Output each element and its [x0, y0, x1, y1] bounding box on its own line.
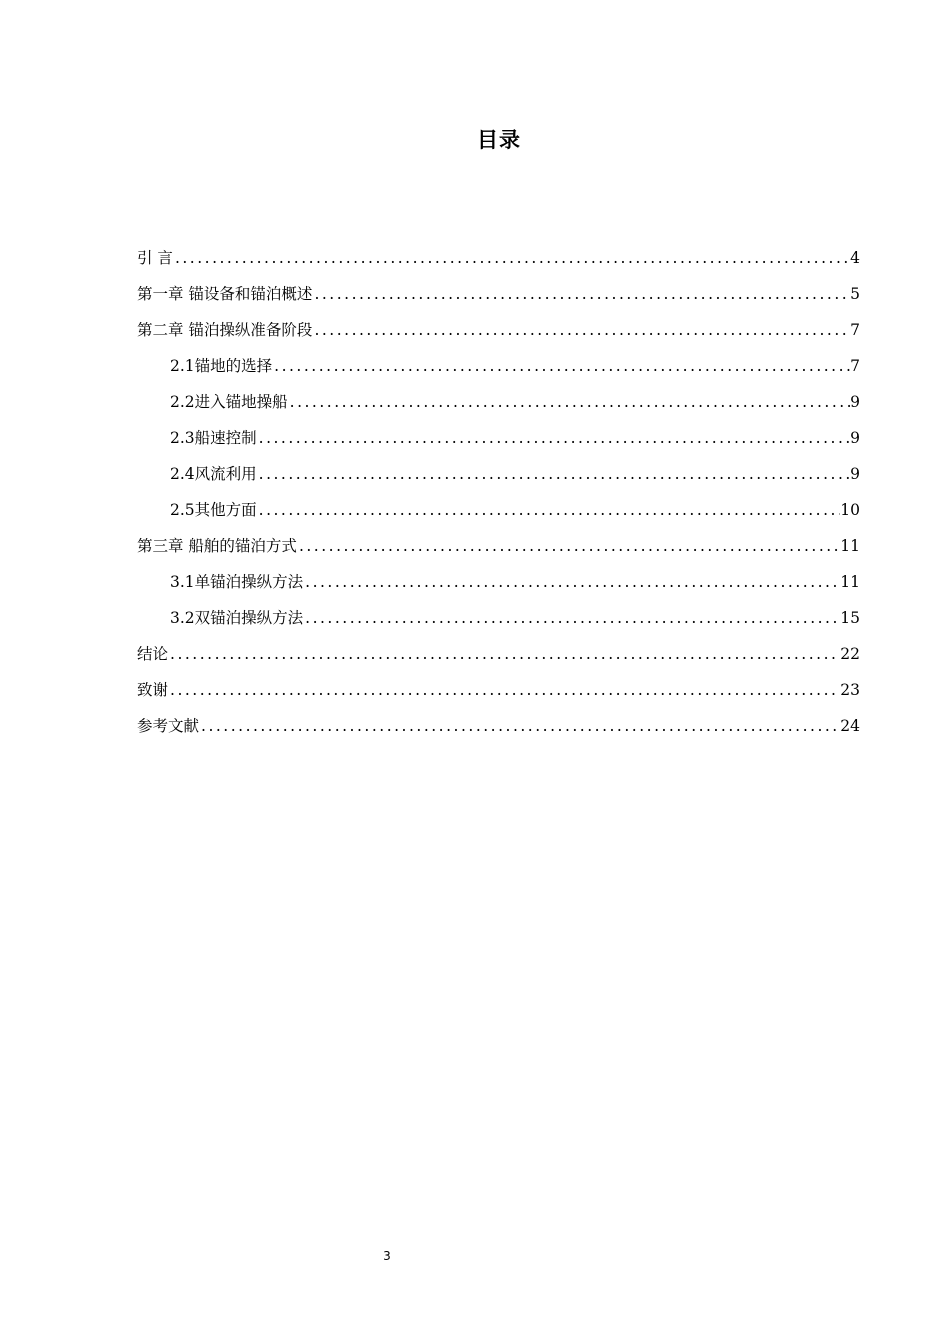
toc-entry-page: 9	[850, 429, 860, 447]
toc-entry-label: 2.3船速控制	[170, 429, 257, 447]
toc-entry[interactable]	[137, 642, 860, 678]
toc-entry-label: 参考文献	[137, 717, 200, 735]
toc-entry-label: 第一章 锚设备和锚泊概述	[137, 285, 313, 303]
toc-entry[interactable]	[137, 282, 860, 318]
toc-entry-page: 9	[850, 465, 860, 483]
page-title: 目录	[477, 128, 521, 152]
toc-entry-label: 第二章 锚泊操纵准备阶段	[137, 321, 313, 339]
toc-subentry[interactable]	[137, 570, 860, 606]
toc-entry-page: 7	[850, 321, 860, 339]
toc-entry-page: 4	[850, 249, 860, 267]
toc-leader-dots	[257, 429, 850, 447]
toc-entry-page: 9	[850, 393, 860, 411]
toc-leader-dots	[297, 537, 840, 555]
toc-entry[interactable]	[137, 714, 860, 750]
toc-entry-label: 3.1单锚泊操纵方法	[170, 573, 304, 591]
toc-entry[interactable]	[137, 246, 860, 282]
toc-entry-page: 24	[840, 717, 860, 735]
toc-leader-dots	[257, 465, 850, 483]
toc-entry[interactable]	[137, 318, 860, 354]
toc-entry-page: 10	[840, 501, 860, 519]
toc-subentry[interactable]	[137, 354, 860, 390]
toc-entry[interactable]	[137, 534, 860, 570]
toc-leader-dots	[312, 321, 850, 339]
toc-leader-dots	[168, 681, 840, 699]
toc-leader-dots	[288, 393, 850, 411]
toc-entry-page: 5	[850, 285, 860, 303]
table-of-contents	[137, 246, 860, 750]
toc-entry-label: 2.4风流利用	[170, 465, 257, 483]
toc-leader-dots	[312, 285, 850, 303]
toc-subentry[interactable]	[137, 498, 860, 534]
toc-entry-label: 3.2双锚泊操纵方法	[170, 609, 304, 627]
toc-leader-dots	[303, 573, 840, 591]
toc-entry-page: 7	[850, 357, 860, 375]
toc-entry-label: 第三章 船舶的锚泊方式	[137, 537, 297, 555]
toc-entry-page: 23	[840, 681, 860, 699]
toc-entry-label: 2.1锚地的选择	[170, 357, 273, 375]
toc-entry-label: 引 言	[137, 249, 173, 267]
toc-subentry[interactable]	[137, 390, 860, 426]
toc-entry-page: 15	[840, 609, 860, 627]
toc-leader-dots	[199, 717, 840, 735]
toc-leader-dots	[303, 609, 840, 627]
toc-entry[interactable]	[137, 678, 860, 714]
toc-entry-page: 11	[840, 537, 860, 555]
toc-subentry[interactable]	[137, 606, 860, 642]
toc-entry-label: 2.5其他方面	[170, 501, 257, 519]
toc-leader-dots	[257, 501, 841, 519]
toc-leader-dots	[168, 645, 840, 663]
toc-entry-label: 2.2进入锚地操船	[170, 393, 288, 411]
toc-entry-page: 22	[840, 645, 860, 663]
toc-leader-dots	[173, 249, 850, 267]
page-number: 3	[383, 1249, 391, 1263]
toc-subentry[interactable]	[137, 426, 860, 462]
toc-entry-label: 致谢	[137, 681, 169, 699]
toc-entry-label: 结论	[137, 645, 169, 663]
toc-subentry[interactable]	[137, 462, 860, 498]
toc-leader-dots	[272, 357, 850, 375]
toc-entry-page: 11	[840, 573, 860, 591]
